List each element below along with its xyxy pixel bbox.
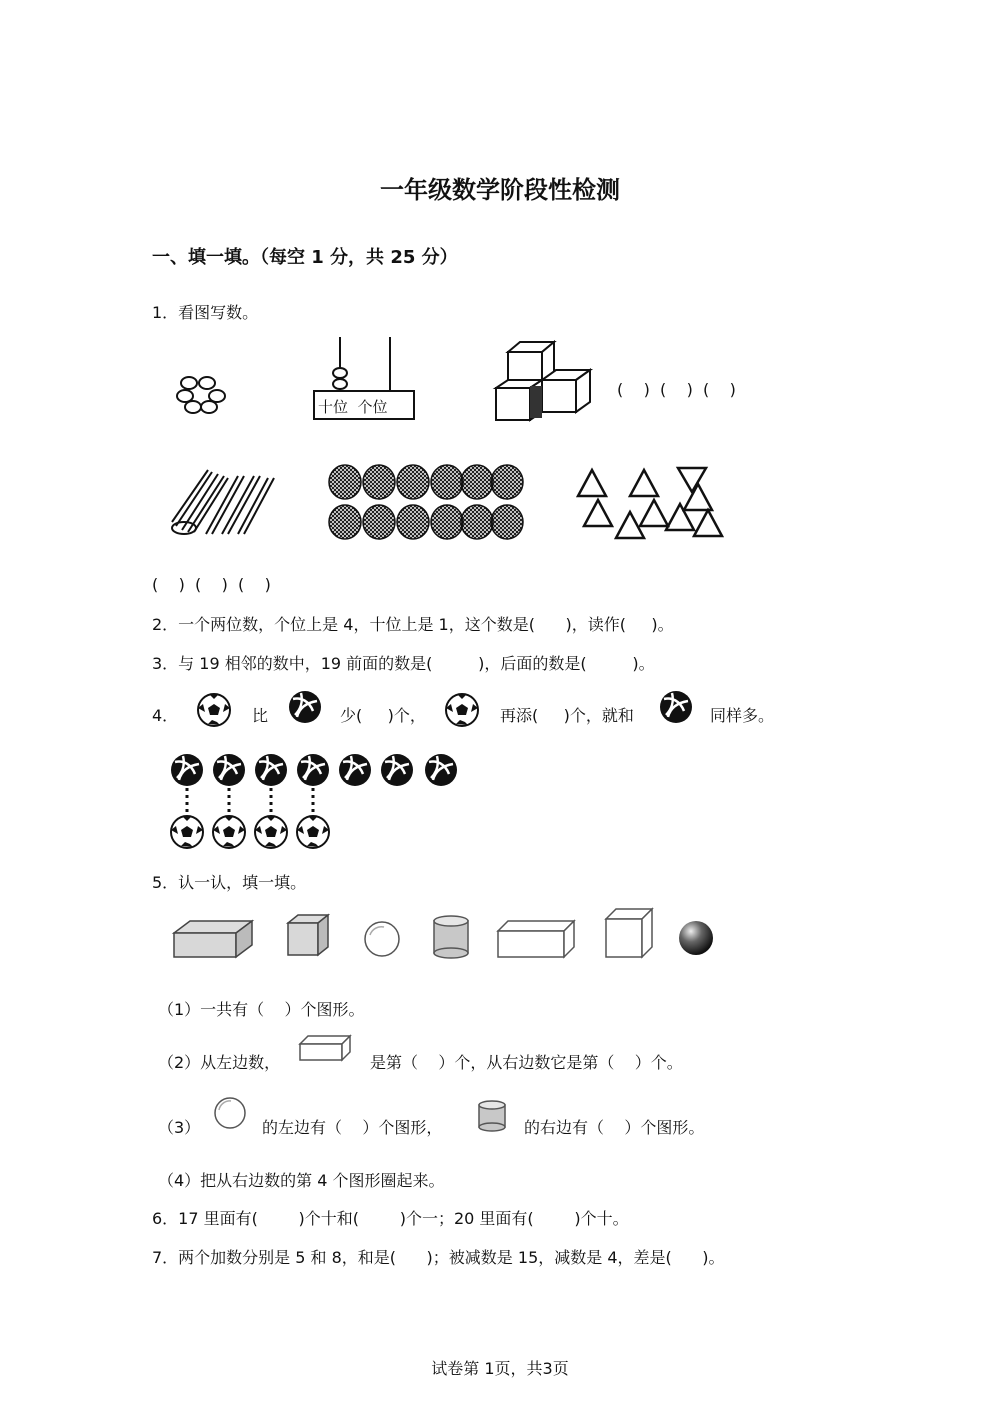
page-title: 一年级数学阶段性检测 [380, 176, 620, 204]
volleyball-icon [287, 689, 323, 725]
page-footer: 试卷第 1页，共3页 [431, 1359, 569, 1378]
q5-part-1: （1）一共有（ ）个图形。 [158, 1000, 365, 1019]
q4-same-text: 同样多。 [710, 706, 775, 725]
q5-part-2-start: （2）从左边数， [158, 1053, 281, 1072]
volleyball-icon [658, 689, 694, 725]
section-heading: 一、填一填。（每空 1 分，共 25 分） [152, 247, 458, 268]
abacus-label: 十位 个位 [318, 398, 388, 416]
question-1-text: 1．看图写数。 [152, 303, 259, 322]
cubes-image [494, 340, 594, 422]
triangles-image [574, 464, 724, 544]
cylinder-icon [477, 1100, 507, 1134]
question-5-text: 5．认一认，填一填。 [152, 873, 307, 892]
question-6: 6．17 里面有( )个十和( )个一；20 里面有( )个十。 [152, 1209, 629, 1228]
soccer-ball-icon [444, 692, 480, 728]
q5-part-2-end: 是第（ ）个，从右边数它是第（ ）个。 [370, 1053, 683, 1072]
answer-blanks-row-2[interactable]: ( ) ( ) ( ) [152, 575, 271, 594]
circles-cluster-image [175, 375, 230, 417]
q5-part-3-end: 的右边有（ ）个图形。 [524, 1118, 705, 1137]
question-2: 2．一个两位数，个位上是 4，十位上是 1，这个数是( )，读作( )。 [152, 615, 674, 634]
q5-part-4: （4）把从右边数的第 4 个图形圈起来。 [158, 1171, 445, 1190]
q4-compare-text: 比 [252, 706, 269, 725]
q5-part-3-middle: 的左边有（ ）个图形， [262, 1118, 443, 1137]
sticks-bundle-image [168, 468, 278, 540]
question-4-number: 4． [152, 706, 179, 725]
sphere-icon [213, 1096, 247, 1130]
answer-blanks-row-1[interactable]: ( ) ( ) ( ) [617, 380, 736, 399]
solid-shapes-row-image [170, 905, 720, 965]
question-7: 7．两个加数分别是 5 和 8，和是( )；被减数是 15，减数是 4，差是( )。 [152, 1248, 725, 1267]
ball-matching-diagram [168, 750, 463, 852]
soccer-ball-icon [196, 692, 232, 728]
cuboid-icon [298, 1034, 352, 1062]
q4-fewer-text: 少( )个， [340, 706, 426, 725]
pineapples-image [327, 458, 527, 542]
q5-part-3-start: （3） [158, 1118, 201, 1137]
q4-add-text: 再添( )个，就和 [500, 706, 634, 725]
question-3: 3．与 19 相邻的数中，19 前面的数是( )，后面的数是( )。 [152, 654, 655, 673]
